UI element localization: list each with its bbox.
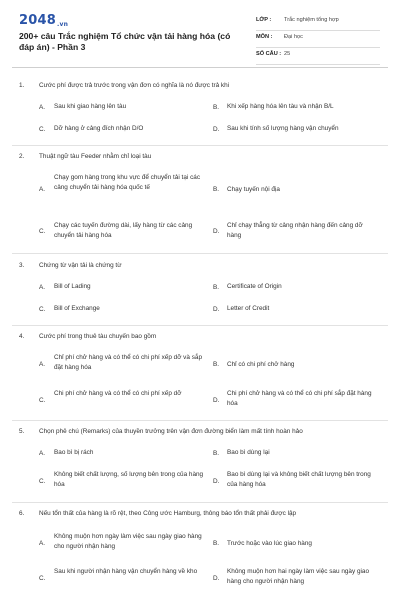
page-title: 200+ câu Trắc nghiệm Tổ chức vận tải hàng hóa (có đáp án) - Phần 3 <box>19 31 231 52</box>
option-text: Không muộn hơn hai ngày làm việc sau ngày giao hàng cho người nhận hàng <box>227 568 370 585</box>
option-text: Trước hoặc vào lúc giao hàng <box>227 540 312 547</box>
meta-value: 25 <box>284 51 291 57</box>
question-number: 5. <box>19 428 25 435</box>
option-text: Chạy các tuyến đường dài, lấy hàng từ các cảng chuyển tải hàng hóa <box>54 222 193 239</box>
option-letter: D. <box>213 478 220 485</box>
meta-row-class <box>256 14 380 31</box>
meta-row-count <box>256 48 380 65</box>
option-text: Bill of Exchange <box>54 305 100 312</box>
meta-row-subject <box>256 31 380 48</box>
option-text: Chi phí chở hàng và có thể có chi phí xếp dỡ <box>54 390 182 397</box>
question-divider <box>12 325 388 326</box>
option-text: Chạy gom hàng trong khu vực để chuyển tải tại các cảng chuyển tải hàng hóa quốc tế <box>54 174 201 191</box>
meta-value: Đại học <box>284 34 303 40</box>
option-text: Dỡ hàng ở cảng đích nhận D/O <box>54 125 144 132</box>
option-text: Không biết chất lượng, số lượng bên trong của hàng hóa <box>54 471 204 488</box>
option-letter: B. <box>213 450 220 457</box>
question-divider <box>12 253 388 254</box>
question-divider <box>12 502 388 503</box>
option-text: Sau khi người nhận hàng vận chuyển hàng về kho <box>54 568 198 575</box>
option-letter: B. <box>213 104 220 111</box>
option-letter: C. <box>39 126 46 133</box>
option-letter: A. <box>39 186 46 193</box>
option-letter: B. <box>213 186 220 193</box>
option-letter: B. <box>213 284 220 291</box>
option-text: Bill of Lading <box>54 283 91 290</box>
meta-value: Trắc nghiệm tổng hợp <box>284 17 339 23</box>
option-text: Không muộn hơn ngày làm việc sau ngày giao hàng cho người nhận hàng <box>54 533 202 550</box>
option-letter: A. <box>39 361 46 368</box>
question-text: Chọn phê chú (Remarks) của thuyền trưởng trên vận đơn đường biển làm mất tính hoàn hảo <box>39 428 303 435</box>
option-letter: D. <box>213 126 220 133</box>
question-divider <box>12 420 388 421</box>
option-text: Sau khi tính số lượng hàng vận chuyển <box>227 125 339 132</box>
option-text: Bao bì bị rách <box>54 449 94 456</box>
option-letter: D. <box>213 228 220 235</box>
question-number: 6. <box>19 510 25 517</box>
option-text: Chỉ có chi phí chở hàng <box>227 361 295 368</box>
option-letter: A. <box>39 540 46 547</box>
option-letter: C. <box>39 228 46 235</box>
option-letter: D. <box>213 397 220 404</box>
option-letter: A. <box>39 450 46 457</box>
question-text: Chứng từ vận tải là chứng từ <box>39 262 122 269</box>
option-text: Khi xếp hàng hóa lên tàu và nhận B/L <box>227 103 334 110</box>
option-text: Chạy tuyến nội địa <box>227 186 280 193</box>
question-number: 3. <box>19 262 25 269</box>
question-divider <box>12 145 388 146</box>
document-header <box>0 0 400 70</box>
document-meta <box>256 14 380 65</box>
option-letter: A. <box>39 104 46 111</box>
site-logo[interactable]: 2048.vn <box>19 13 69 28</box>
option-text: Bao bì dùng lại <box>227 449 270 456</box>
option-text: Chỉ phí chở hàng và có thể có chi phí xếp dỡ và sắp đặt hàng hóa <box>54 354 202 371</box>
option-text: Sau khi giao hàng lên tàu <box>54 103 127 110</box>
option-letter: C. <box>39 575 46 582</box>
question-text: Cước phí trong thuê tàu chuyến bao gồm <box>39 333 157 340</box>
option-letter: D. <box>213 575 220 582</box>
question-number: 4. <box>19 333 25 340</box>
question-text: Cước phí được trả trước trong vận đơn có nghĩa là nó được trả khi <box>39 82 230 89</box>
option-text: Certificate of Origin <box>227 283 282 290</box>
option-letter: C. <box>39 478 46 485</box>
option-text: Letter of Credit <box>227 305 270 312</box>
option-letter: B. <box>213 540 220 547</box>
option-letter: B. <box>213 361 220 368</box>
question-number: 2. <box>19 153 25 160</box>
option-letter: A. <box>39 284 46 291</box>
option-letter: C. <box>39 397 46 404</box>
question-number: 1. <box>19 82 25 89</box>
meta-label: LỚP : <box>256 17 272 23</box>
question-text: Nếu tổn thất của hàng là rõ rệt, theo Công ước Hamburg, thông báo tổn thất phải được lập <box>39 510 297 517</box>
option-text: Bao bì dùng lại và không biết chất lượng bên trong của hàng hóa <box>227 471 371 488</box>
option-text: Chỉ chạy thẳng từ cảng nhận hàng đến cảng dỡ hàng <box>227 222 363 239</box>
meta-label: SỐ CÂU : <box>256 51 282 57</box>
option-text: Chi phí chở hàng và có thể có chi phí sắp đặt hàng hóa <box>227 390 372 407</box>
header-divider <box>12 67 388 68</box>
question-text: Thuật ngữ tàu Feeder nhằm chỉ loại tàu <box>39 153 152 160</box>
option-letter: C. <box>39 306 46 313</box>
option-letter: D. <box>213 306 220 313</box>
meta-label: MÔN : <box>256 34 273 40</box>
